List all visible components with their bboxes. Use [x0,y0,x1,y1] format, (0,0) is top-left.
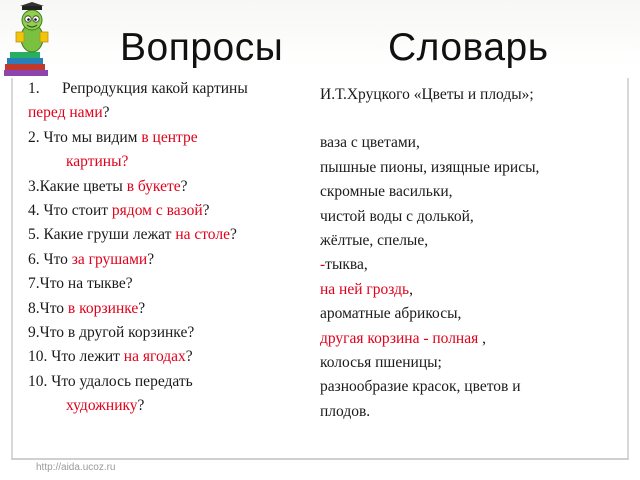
question-3-end: ? [180,177,188,195]
question-4-red: рядом с вазой [111,201,203,219]
dictionary-line-10-end: , [478,329,486,347]
dictionary-line-12: разнообразие красок, цветов и [320,378,521,396]
dictionary-line-10 [320,327,632,351]
question-10a-text: 10. Что лежит [28,348,124,366]
question-10a-red: на ягодах [123,348,186,366]
question-9-line: 9.Что в другой корзинке? [28,323,195,341]
dictionary-gap [320,107,632,131]
question-5-red: на столе [175,226,230,244]
question-3-text: 3.Какие цветы [28,177,127,195]
dictionary-line-7-text: тыква, [325,256,368,274]
question-3-red: в букете [126,177,181,195]
dictionary-line-3: пышные пионы, изящные ирисы, [320,158,540,176]
question-1-line [28,77,318,101]
frame-bottom-border [11,458,629,460]
question-1-red: перед нами [28,104,103,122]
question-8-line [28,297,318,321]
question-5-end: ? [229,226,237,244]
question-4-end: ? [202,201,210,219]
question-1-end: ? [102,104,110,122]
question-10b-red: художнику [66,397,138,415]
dictionary-line-11: колосья пшеницы; [320,353,442,371]
dictionary-line-13: плодов. [320,402,371,420]
dictionary-line-8-end: , [409,280,413,298]
question-1-number: 1. [28,80,40,97]
dictionary-line-5: чистой воды с долькой, [320,207,474,225]
question-2-continuation [28,150,318,174]
question-4-text: 4. Что стоит [28,201,112,219]
question-7-line: 7.Что на тыкве? [28,275,133,293]
question-8-text: 8.Что [28,299,68,317]
question-10a-end: ? [185,348,193,366]
question-3-line [28,175,318,199]
question-10b-end: ? [137,397,145,415]
question-2-red-2: картины? [66,153,129,171]
question-2-red: в центре [141,128,198,146]
dictionary-line-1: И.Т.Хруцкого «Цветы и плоды»; [320,86,534,103]
questions-column [28,77,318,418]
question-8-end: ? [138,299,146,317]
question-6-text: 6. Что [28,250,72,268]
question-8-red: в корзинке [67,299,139,317]
dictionary-line-4: скромные васильки, [320,183,453,201]
heading-dictionary: Словарь [388,26,549,69]
dictionary-line-9: ароматные абрикосы, [320,305,462,323]
question-6-red: за грушами [71,250,148,268]
question-10a-line [28,345,318,369]
question-5-line [28,223,318,247]
question-4-line [28,199,318,223]
heading-questions: Вопросы [120,26,284,69]
dictionary-line-7 [320,253,632,277]
question-10b-continuation [28,394,318,418]
footer-url-link[interactable]: http://aida.ucoz.ru [36,462,116,473]
bookworm-mascot-icon [2,2,62,78]
question-5-text: 5. Какие груши лежат [28,226,176,244]
question-10b-line: 10. Что удалось передать [28,372,193,390]
dictionary-line-10-red: другая корзина - полная [320,329,479,347]
dictionary-column [320,83,632,424]
dictionary-line-8-red: на ней гроздь [320,280,410,298]
question-1-continuation [28,101,318,125]
dictionary-line-7-red: - [320,256,326,274]
question-2-text: 2. Что мы видим [28,128,142,146]
question-6-line [28,248,318,272]
dictionary-line-8 [320,278,632,302]
question-6-end: ? [147,250,155,268]
question-1-text: Репродукция какой картины [62,80,248,97]
frame-left-border [11,78,13,460]
dictionary-line-6: жёлтые, спелые, [320,231,429,249]
dictionary-line-2: ваза с цветами, [320,134,420,152]
question-2-line [28,126,318,150]
